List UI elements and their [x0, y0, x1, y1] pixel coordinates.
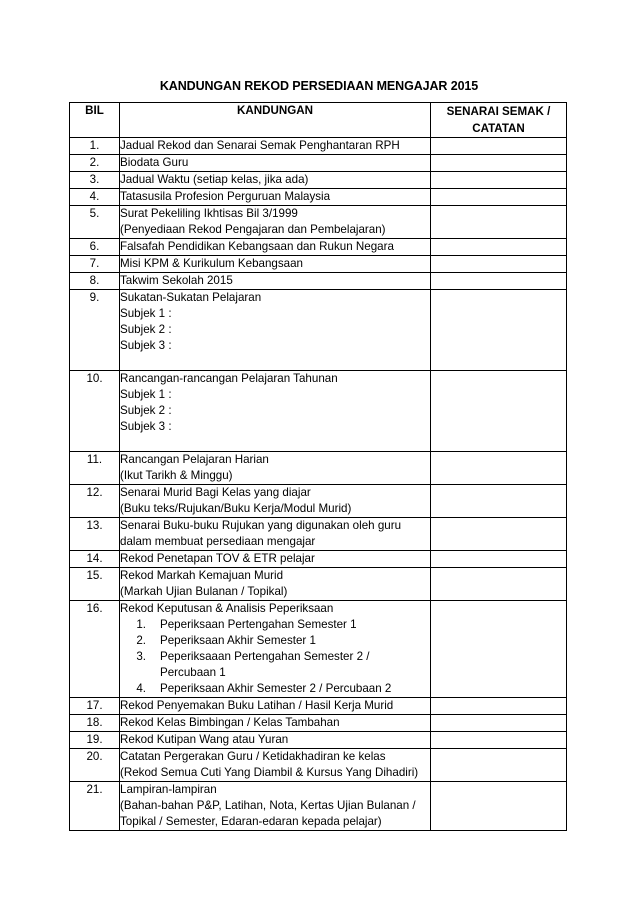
content-line: Subjek 1 : [120, 307, 172, 320]
content-line: (Penyediaan Rekod Pengajaran dan Pembelajaran) [120, 223, 386, 236]
content-title: Lampiran-lampiran [120, 783, 217, 796]
table-row [70, 732, 567, 749]
exam-list [120, 617, 430, 697]
table-row [70, 155, 567, 172]
content-title: Sukatan-Sukatan Pelajaran [120, 291, 262, 304]
exam-list-item [120, 649, 430, 665]
table-body [70, 138, 567, 831]
row-number: 12. [70, 485, 120, 518]
row-content [120, 239, 431, 256]
table-row [70, 256, 567, 273]
checklist-cell[interactable] [431, 172, 567, 189]
document-title: KANDUNGAN REKOD PERSEDIAAN MENGAJAR 2015 [159, 79, 479, 93]
checklist-cell[interactable] [431, 601, 567, 698]
checklist-cell[interactable] [431, 518, 567, 551]
header-senarai-line-1: SENARAI SEMAK / [446, 105, 551, 118]
exam-list-item [120, 617, 430, 633]
content-title: Rekod Penyemakan Buku Latihan / Hasil Kerja Murid [120, 699, 394, 712]
list-item-number: 1. [136, 618, 146, 631]
table-row [70, 239, 567, 256]
table-row [70, 715, 567, 732]
row-number: 9. [70, 290, 120, 371]
table-row [70, 518, 567, 551]
checklist-cell[interactable] [431, 732, 567, 749]
row-number: 14. [70, 551, 120, 568]
content-line: (Rekod Semua Cuti Yang Diambil & Kursus Yang Dihadiri) [120, 766, 419, 779]
content-line: (Ikut Tarikh & Minggu) [120, 469, 233, 482]
content-line: Subjek 3 : [120, 339, 172, 352]
exam-list-item [120, 681, 430, 697]
row-number: 19. [70, 732, 120, 749]
checklist-cell[interactable] [431, 290, 567, 371]
table-row [70, 601, 567, 698]
table-row [70, 189, 567, 206]
content-title: Rekod Penetapan TOV & ETR pelajar [120, 552, 315, 565]
checklist-cell[interactable] [431, 485, 567, 518]
content-line: Subjek 2 : [120, 404, 172, 417]
content-title: Takwim Sekolah 2015 [120, 274, 233, 287]
row-content [120, 371, 431, 452]
list-item-text: Percubaan 1 [160, 666, 226, 679]
header-bil: BIL [70, 103, 120, 138]
checklist-cell[interactable] [431, 452, 567, 485]
row-content [120, 782, 431, 831]
table-row [70, 206, 567, 239]
content-title: Jadual Waktu (setiap kelas, jika ada) [120, 173, 309, 186]
row-number: 7. [70, 256, 120, 273]
list-item-text: Peperiksaaan Pertengahan Semester 2 / [160, 650, 370, 663]
exam-list-item [120, 633, 430, 649]
content-title: Falsafah Pendidikan Kebangsaan dan Rukun Negara [120, 240, 394, 253]
table-row [70, 273, 567, 290]
content-title: Jadual Rekod dan Senarai Semak Penghantaran RPH [120, 139, 400, 152]
checklist-cell[interactable] [431, 239, 567, 256]
row-number: 17. [70, 698, 120, 715]
header-kandungan: KANDUNGAN [120, 103, 431, 138]
table-row [70, 452, 567, 485]
list-item-text: Peperiksaan Akhir Semester 2 / Percubaan 2 [160, 682, 392, 695]
row-number: 4. [70, 189, 120, 206]
table-row [70, 551, 567, 568]
row-content [120, 568, 431, 601]
row-number: 1. [70, 138, 120, 155]
list-item-number: 4. [136, 682, 146, 695]
row-content [120, 749, 431, 782]
row-content [120, 206, 431, 239]
row-number: 21. [70, 782, 120, 831]
row-number: 11. [70, 452, 120, 485]
row-content [120, 273, 431, 290]
table-row [70, 172, 567, 189]
row-number: 20. [70, 749, 120, 782]
content-title: Misi KPM & Kurikulum Kebangsaan [120, 257, 304, 270]
row-content [120, 452, 431, 485]
list-item-number: 2. [136, 634, 146, 647]
content-title: Senarai Buku-buku Rujukan yang digunakan oleh guru [120, 519, 402, 532]
checklist-cell[interactable] [431, 206, 567, 239]
checklist-cell[interactable] [431, 371, 567, 452]
content-title: Senarai Murid Bagi Kelas yang diajar [120, 486, 311, 499]
header-senarai-line-2: CATATAN [472, 122, 525, 135]
row-content [120, 551, 431, 568]
row-number: 10. [70, 371, 120, 452]
checklist-cell[interactable] [431, 698, 567, 715]
content-line: (Buku teks/Rujukan/Buku Kerja/Modul Murid) [120, 502, 352, 515]
table-row [70, 568, 567, 601]
table-row [70, 290, 567, 371]
row-content [120, 601, 431, 698]
content-title: Rekod Keputusan & Analisis Peperiksaan [120, 602, 334, 615]
content-line: (Bahan-bahan P&P, Latihan, Nota, Kertas Ujian Bulanan / [120, 799, 416, 812]
row-number: 5. [70, 206, 120, 239]
content-title: Rekod Kelas Bimbingan / Kelas Tambahan [120, 716, 340, 729]
table-row [70, 485, 567, 518]
table-row [70, 749, 567, 782]
content-title: Tatasusila Profesion Perguruan Malaysia [120, 190, 331, 203]
content-line: dalam membuat persediaan mengajar [120, 535, 316, 548]
content-title: Surat Pekeliling Ikhtisas Bil 3/1999 [120, 207, 298, 220]
list-item-text: Peperiksaan Akhir Semester 1 [160, 634, 316, 647]
row-content [120, 155, 431, 172]
content-title: Rekod Kutipan Wang atau Yuran [120, 733, 289, 746]
checklist-cell[interactable] [431, 782, 567, 831]
checklist-cell[interactable] [431, 273, 567, 290]
checklist-table [69, 102, 567, 831]
row-number: 13. [70, 518, 120, 551]
row-content [120, 732, 431, 749]
row-content [120, 256, 431, 273]
content-title: Rancangan-rancangan Pelajaran Tahunan [120, 372, 338, 385]
content-title: Catatan Pergerakan Guru / Ketidakhadiran ke kelas [120, 750, 386, 763]
checklist-cell[interactable] [431, 256, 567, 273]
row-content [120, 485, 431, 518]
list-item-text: Peperiksaan Pertengahan Semester 1 [160, 618, 357, 631]
checklist-cell[interactable] [431, 189, 567, 206]
table-row [70, 138, 567, 155]
row-content [120, 138, 431, 155]
exam-list-item [120, 665, 430, 681]
content-line: Subjek 2 : [120, 323, 172, 336]
table-header-row [70, 103, 567, 138]
content-line: Subjek 3 : [120, 420, 172, 433]
row-content [120, 172, 431, 189]
checklist-cell[interactable] [431, 138, 567, 155]
checklist-cell[interactable] [431, 715, 567, 732]
row-number: 15. [70, 568, 120, 601]
row-number: 18. [70, 715, 120, 732]
checklist-cell[interactable] [431, 551, 567, 568]
checklist-cell[interactable] [431, 155, 567, 172]
row-number: 2. [70, 155, 120, 172]
checklist-cell[interactable] [431, 568, 567, 601]
row-number: 16. [70, 601, 120, 698]
table-row [70, 782, 567, 831]
list-item-number: 3. [136, 650, 146, 663]
header-senarai-semak [431, 103, 567, 138]
row-content [120, 290, 431, 371]
content-title: Biodata Guru [120, 156, 189, 169]
row-content [120, 698, 431, 715]
row-content [120, 715, 431, 732]
table-row [70, 371, 567, 452]
content-title: Rancangan Pelajaran Harian [120, 453, 269, 466]
content-title: Rekod Markah Kemajuan Murid [120, 569, 284, 582]
content-line: (Markah Ujian Bulanan / Topikal) [120, 585, 288, 598]
row-content [120, 189, 431, 206]
row-number: 6. [70, 239, 120, 256]
content-line: Subjek 1 : [120, 388, 172, 401]
content-line: Topikal / Semester, Edaran-edaran kepada pelajar) [120, 815, 382, 828]
row-number: 8. [70, 273, 120, 290]
checklist-cell[interactable] [431, 749, 567, 782]
table-row [70, 698, 567, 715]
row-number: 3. [70, 172, 120, 189]
row-content [120, 518, 431, 551]
